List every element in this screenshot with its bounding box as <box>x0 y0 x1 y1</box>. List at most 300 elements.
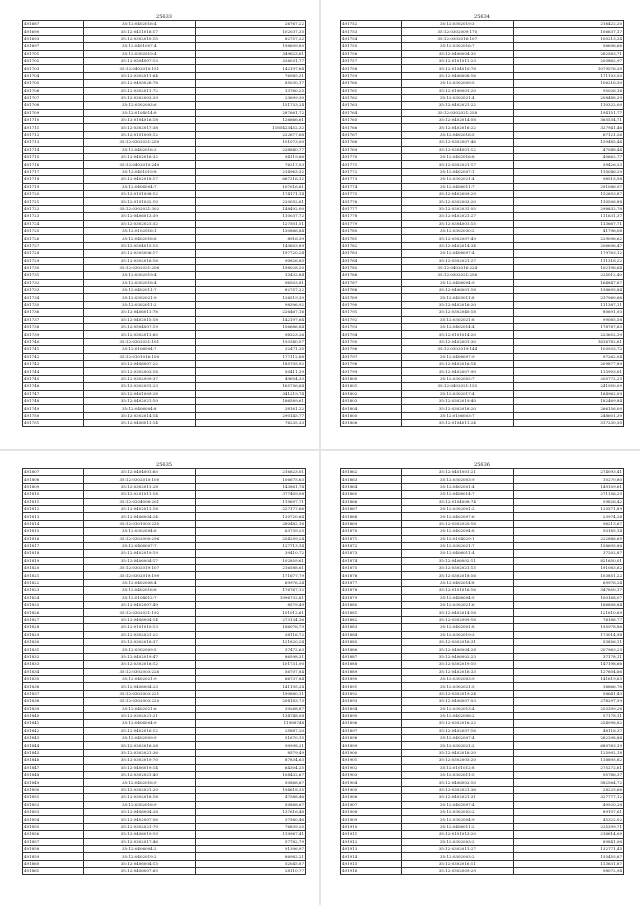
cadastral-number-cell: 35:12:0302016:31 <box>401 638 514 645</box>
row-number-cell: 491762 <box>341 94 402 101</box>
value-cell: 86982,21 <box>196 853 306 860</box>
cadastral-number-cell: 35:12:0302020:18 <box>401 520 514 527</box>
row-number-cell: 491871 <box>341 535 402 542</box>
value-cell: 142197,64 <box>196 65 306 72</box>
cadastral-number-cell: 35:12:0104029:1 <box>401 535 514 542</box>
cadastral-number-cell: 35:12:0302003:2 <box>401 853 514 860</box>
vertical-gutter <box>319 0 321 905</box>
cadastral-number-cell: 35:12:0302031:55 <box>401 205 514 212</box>
cadastral-number-cell: 35:12:0402021:155 <box>401 383 514 390</box>
row-number-cell: 491817 <box>23 542 84 549</box>
cadastral-number-cell: 35:12:0401007:4 <box>83 43 196 50</box>
value-cell: 132771,45 <box>514 845 624 852</box>
row-number-cell: 491876 <box>341 572 402 579</box>
cadastral-number-cell: 35:12:0406007:22 <box>83 360 196 367</box>
row-number-cell: 491769 <box>341 146 402 153</box>
value-cell: 37560,46 <box>196 816 306 823</box>
row-number-cell: 491752 <box>341 21 402 28</box>
table-row <box>341 161 624 168</box>
table-row <box>23 383 306 390</box>
value-cell: 205772,25 <box>514 375 624 382</box>
cadastral-number-cell: 35:12:0402021:27 <box>401 213 514 220</box>
cadastral-number-cell: 35:12:0302004:6 <box>83 528 196 535</box>
cadastral-number-cell: 35:12:0401001:21 <box>401 469 514 476</box>
table-row <box>341 801 624 808</box>
cadastral-number-cell: 35:12:0302040:18 <box>401 309 514 316</box>
value-cell: 226467,16 <box>196 309 306 316</box>
cadastral-number-cell: 35:12:0302009:37 <box>83 375 196 382</box>
row-number-cell: 491888 <box>341 661 402 668</box>
row-number-cell: 491724 <box>23 220 84 227</box>
value-cell: 365534,71 <box>514 117 624 124</box>
row-number-cell: 491867 <box>341 505 402 512</box>
table-row <box>341 294 624 301</box>
cadastral-number-cell: 35:12:0101014:20 <box>401 331 514 338</box>
cadastral-number-cell: 35:12:0302010:100 <box>83 476 196 483</box>
table-row <box>341 698 624 705</box>
table-row <box>23 390 306 397</box>
table-row <box>23 868 306 875</box>
value-cell: 16866,78 <box>514 683 624 690</box>
table-row <box>23 668 306 675</box>
cadastral-number-cell: 35:12:0302003:29 <box>83 94 196 101</box>
row-number-cell: 491910 <box>341 823 402 830</box>
table-row <box>23 646 306 653</box>
cadastral-number-cell: 35:12:0302021:192 <box>83 609 196 616</box>
row-number-cell: 491704 <box>23 72 84 79</box>
cadastral-number-cell: 35:12:0302013:4 <box>401 705 514 712</box>
table-row <box>341 520 624 527</box>
value-cell: 39268,87 <box>196 705 306 712</box>
table-row <box>341 190 624 197</box>
row-number-cell: 491895 <box>341 712 402 719</box>
cadastral-number-cell: 35:12:0302021:4 <box>401 176 514 183</box>
table-row <box>23 272 306 279</box>
value-cell: 326031,77 <box>196 57 306 64</box>
cadastral-number-cell: 35:12:0402010:151 <box>83 65 196 72</box>
cadastral-number-cell: 35:12:0302003:220 <box>83 698 196 705</box>
value-cell: 113631,87 <box>514 860 624 867</box>
row-number-cell: 491753 <box>341 28 402 35</box>
row-number-cell: 491795 <box>341 338 402 345</box>
row-number-cell: 491715 <box>23 154 84 161</box>
row-number-cell: 491830 <box>23 638 84 645</box>
value-cell: 134748,08 <box>196 712 306 719</box>
cadastral-number-cell: 35:12:0406007:9 <box>401 353 514 360</box>
row-number-cell: 491844 <box>23 742 84 749</box>
row-number-cell: 491869 <box>341 520 402 527</box>
table-row <box>341 764 624 771</box>
value-cell: 50868,67 <box>196 779 306 786</box>
cadastral-number-cell: 35:12:0302016:107 <box>401 35 514 42</box>
value-cell: 100213,24 <box>514 35 624 42</box>
row-number-cell: 491831 <box>23 646 84 653</box>
value-cell: 25887,20 <box>196 727 306 734</box>
value-cell: 38116,72 <box>196 631 306 638</box>
table-row <box>23 264 306 271</box>
value-cell: 1616782,61 <box>514 338 624 345</box>
row-number-cell: 491770 <box>341 154 402 161</box>
table-row <box>23 498 306 505</box>
cadastral-number-cell: 35:12:0302007:49 <box>401 235 514 242</box>
row-number-cell: 491878 <box>341 587 402 594</box>
cadastral-number-cell: 35:12:0402007:49 <box>83 602 196 609</box>
value-cell: 37202,87 <box>514 550 624 557</box>
cadastral-number-cell: 35:12:0302021:21 <box>83 712 196 719</box>
cadastral-number-cell: 35:12:0402007:16 <box>401 727 514 734</box>
value-cell: 102859,61 <box>196 557 306 564</box>
table-row <box>341 309 624 316</box>
value-cell: 110322,00 <box>514 102 624 109</box>
value-cell: 23699,30 <box>196 94 306 101</box>
table-row <box>341 287 624 294</box>
row-number-cell: 491809 <box>23 483 84 490</box>
cadastral-number-cell: 35:12:0402016:20 <box>401 749 514 756</box>
value-cell: 225399,71 <box>514 823 624 830</box>
value-cell: 69976,24 <box>514 579 624 586</box>
cadastral-number-cell: 35:12:0302004:9 <box>401 816 514 823</box>
cadastral-number-cell: 35:12:0402015:18 <box>83 316 196 323</box>
cadastral-number-cell: 35:12:0411016:17 <box>83 28 196 35</box>
cadastral-number-cell: 35:12:0302021:40 <box>83 772 196 779</box>
table-row <box>341 727 624 734</box>
table-row <box>341 868 624 875</box>
value-cell: 57178,11 <box>514 712 624 719</box>
row-number-cell: 491892 <box>341 690 402 697</box>
row-number-cell: 491900 <box>341 749 402 756</box>
value-cell: 198699,85 <box>196 43 306 50</box>
table-row <box>23 331 306 338</box>
cadastral-number-cell: 35:12:0406013:39 <box>83 213 196 220</box>
row-number-cell: 491879 <box>341 594 402 601</box>
value-cell: 39410,72 <box>196 550 306 557</box>
table-row <box>341 823 624 830</box>
table-row <box>23 594 306 601</box>
row-number-cell: 491707 <box>23 94 84 101</box>
table-row <box>23 198 306 205</box>
cadastral-number-cell: 35:12:0401019:8 <box>83 168 196 175</box>
cadastral-number-cell: 35:12:0302009:5 <box>83 646 196 653</box>
row-number-cell: 491849 <box>23 779 84 786</box>
table-row <box>23 190 306 197</box>
table-row <box>23 845 306 852</box>
table-row <box>23 161 306 168</box>
table-row <box>341 346 624 353</box>
row-number-cell: 491846 <box>23 757 84 764</box>
row-number-cell: 491827 <box>23 616 84 623</box>
value-cell: 155455,67 <box>514 853 624 860</box>
row-number-cell: 491759 <box>341 72 402 79</box>
cadastral-number-cell: 35:12:0406004:2 <box>83 845 196 852</box>
table-row <box>23 823 306 830</box>
row-number-cell: 491872 <box>341 542 402 549</box>
value-cell: 111318,22 <box>514 257 624 264</box>
table-row <box>23 683 306 690</box>
value-cell: 125992,18 <box>514 749 624 756</box>
row-number-cell: 491850 <box>23 786 84 793</box>
row-number-cell: 491864 <box>341 483 402 490</box>
row-number-cell: 491757 <box>341 57 402 64</box>
table-row <box>341 572 624 579</box>
table-row <box>23 491 306 498</box>
row-number-cell: 491775 <box>341 190 402 197</box>
value-cell: 111631,37 <box>514 213 624 220</box>
row-number-cell: 491721 <box>23 198 84 205</box>
table-row <box>23 309 306 316</box>
value-cell: 214963,32 <box>196 168 306 175</box>
cadastral-number-cell: 35:12:0302021:8 <box>401 316 514 323</box>
table-row <box>341 220 624 227</box>
value-cell: 254299,24 <box>196 535 306 542</box>
row-number-cell: 491763 <box>341 102 402 109</box>
table-row <box>341 124 624 131</box>
row-number-cell: 491794 <box>341 331 402 338</box>
row-number-cell: 491915 <box>341 860 402 867</box>
value-cell: 101012,61 <box>196 609 306 616</box>
row-number-cell: 491800 <box>341 375 402 382</box>
value-cell: 203862,97 <box>514 57 624 64</box>
table-row <box>23 624 306 631</box>
value-cell: 66737,84 <box>196 675 306 682</box>
table-row <box>23 279 306 286</box>
value-cell: 47588,46 <box>196 794 306 801</box>
row-number-cell: 491745 <box>23 375 84 382</box>
table-row <box>23 117 306 124</box>
value-cell: 76839,20 <box>196 823 306 830</box>
value-cell: 106637,17 <box>514 28 624 35</box>
cadastral-number-cell: 35:12:0302009:29 <box>401 868 514 875</box>
cadastral-number-cell: 35:12:0302019:10 <box>401 661 514 668</box>
row-number-cell: 491883 <box>341 624 402 631</box>
row-number-cell: 491761 <box>341 87 402 94</box>
row-number-cell: 491743 <box>23 360 84 367</box>
value-cell: 174171,14 <box>196 190 306 197</box>
row-number-cell: 491854 <box>23 816 84 823</box>
row-number-cell: 491829 <box>23 631 84 638</box>
cadastral-number-cell: 35:12:0302021:36 <box>83 749 196 756</box>
cadastral-number-cell: 35:12:0402021:9 <box>83 675 196 682</box>
value-cell: 237960,66 <box>514 294 624 301</box>
row-number-cell: 491824 <box>23 594 84 601</box>
value-cell: 1996732,61 <box>196 594 306 601</box>
cadastral-number-cell: 35:12:0101016:100 <box>83 353 196 360</box>
cadastral-number-cell: 35:12:0302016:22 <box>401 720 514 727</box>
table-row <box>341 831 624 838</box>
value-cell: 56707,84 <box>196 668 306 675</box>
row-number-cell: 491882 <box>341 616 402 623</box>
row-number-cell: 491717 <box>23 168 84 175</box>
cadastral-number-cell: 35:12:0302009:5 <box>401 80 514 87</box>
table-row <box>341 513 624 520</box>
row-number-cell: 491790 <box>341 301 402 308</box>
row-number-cell: 491902 <box>341 764 402 771</box>
value-cell: 141619,63 <box>514 675 624 682</box>
cadastral-number-cell: 35:12:0104008:74 <box>401 498 514 505</box>
table-row <box>23 57 306 64</box>
value-cell: 178787,63 <box>514 324 624 331</box>
cadastral-number-cell: 35:12:0402009:9 <box>83 735 196 742</box>
cadastral-number-cell: 35:12:0402021:31 <box>401 794 514 801</box>
table-row <box>341 375 624 382</box>
table-row <box>23 653 306 660</box>
row-number-cell: 491894 <box>341 705 402 712</box>
row-number-cell: 491764 <box>341 109 402 116</box>
table-row <box>23 220 306 227</box>
value-cell: 47048,44 <box>514 146 624 153</box>
table-row <box>23 638 306 645</box>
value-cell: 28110,77 <box>196 868 306 875</box>
table-row <box>23 375 306 382</box>
page-number: 25636 <box>474 462 490 468</box>
value-cell: 137616,48 <box>196 808 306 815</box>
cadastral-number-cell: 35:12:0101010:13 <box>83 624 196 631</box>
row-number-cell: 491803 <box>341 397 402 404</box>
cadastral-number-cell: 35:12:0402019:19 <box>83 550 196 557</box>
table-row <box>341 412 624 419</box>
table-row <box>341 420 624 427</box>
row-number-cell: 491719 <box>23 183 84 190</box>
row-number-cell: 491716 <box>23 161 84 168</box>
value-cell: 49654,33 <box>196 375 306 382</box>
row-number-cell: 491746 <box>23 383 84 390</box>
value-cell: 121610,69 <box>514 609 624 616</box>
row-number-cell: 491836 <box>23 683 84 690</box>
row-number-cell: 491702 <box>23 57 84 64</box>
row-number-cell: 491870 <box>341 528 402 535</box>
value-cell: 179763,12 <box>514 250 624 257</box>
cadastral-number-cell: 35:12:0302011:2 <box>83 301 196 308</box>
value-cell: 23974,26 <box>514 513 624 520</box>
row-number-cell: 491712 <box>23 131 84 138</box>
cadastral-number-cell: 35:12:0302021:7 <box>401 542 514 549</box>
value-cell: 680763,19 <box>514 742 624 749</box>
row-number-cell: 491785 <box>341 264 402 271</box>
value-cell: 159485,44 <box>514 139 624 146</box>
value-cell: 120571,89 <box>514 505 624 512</box>
row-number-cell: 491744 <box>23 368 84 375</box>
cadastral-number-cell: 35:12:0406001:18 <box>401 287 514 294</box>
cadastral-number-cell: 35:12:0302014:14 <box>83 412 196 419</box>
value-cell: 253399,26 <box>514 705 624 712</box>
row-number-cell: 491755 <box>341 43 402 50</box>
cadastral-number-cell: 35:12:0402019:47 <box>83 653 196 660</box>
table-row <box>341 139 624 146</box>
table-row <box>341 316 624 323</box>
table-row <box>23 368 306 375</box>
value-cell: 287661,72 <box>196 109 306 116</box>
table-row <box>23 557 306 564</box>
row-number-cell: 491905 <box>341 786 402 793</box>
cadastral-number-cell: 35:12:0402007:4 <box>401 801 514 808</box>
row-number-cell: 491705 <box>23 80 84 87</box>
value-cell: 106686,84 <box>196 324 306 331</box>
table-row <box>341 131 624 138</box>
table-row <box>341 735 624 742</box>
cadastral-number-cell: 35:12:0402006:2 <box>401 712 514 719</box>
table-row <box>23 616 306 623</box>
cadastral-number-cell: 35:12:0302010:15 <box>83 35 196 42</box>
cadastral-number-cell: 35:12:0406002:10 <box>401 779 514 786</box>
value-cell: 149109,61 <box>514 483 624 490</box>
table-row <box>23 353 306 360</box>
table-row <box>23 412 306 419</box>
value-cell: 58641,43 <box>514 690 624 697</box>
value-cell: 148492,00 <box>196 205 306 212</box>
value-cell: 76235,33 <box>196 420 306 427</box>
row-number-cell: 491835 <box>23 675 84 682</box>
value-cell: 106216,30 <box>514 80 624 87</box>
table-row <box>341 505 624 512</box>
row-number-cell: 491732 <box>23 279 84 286</box>
value-cell: 173014,98 <box>514 631 624 638</box>
cadastral-number-cell: 35:12:0106003:7 <box>401 412 514 419</box>
row-number-cell: 491865 <box>341 491 402 498</box>
value-cell: 103851,22 <box>514 572 624 579</box>
value-cell: 85030,17 <box>196 80 306 87</box>
value-cell: 101073,00 <box>196 139 306 146</box>
cadastral-number-cell: 35:12:0302021:36 <box>401 786 514 793</box>
row-number-cell: 491834 <box>23 668 84 675</box>
row-number-cell: 491884 <box>341 631 402 638</box>
table-row <box>23 838 306 845</box>
table-row <box>23 735 306 742</box>
table-row <box>23 505 306 512</box>
table-row <box>341 28 624 35</box>
value-cell: 97262,04 <box>514 353 624 360</box>
table-row <box>23 698 306 705</box>
value-cell: 37178,11 <box>514 653 624 660</box>
cadastral-number-cell: 35:12:0402014:58 <box>401 117 514 124</box>
table-row <box>23 227 306 234</box>
row-number-cell: 491714 <box>23 146 84 153</box>
table-row <box>23 28 306 35</box>
value-cell: 152653,87 <box>514 190 624 197</box>
parcel-table <box>340 468 624 875</box>
value-cell: 39426,33 <box>514 161 624 168</box>
table-row <box>23 154 306 161</box>
table-row <box>341 154 624 161</box>
cadastral-number-cell: 35:12:0402001:8 <box>401 624 514 631</box>
cadastral-number-cell: 35:12:0402010:240 <box>83 161 196 168</box>
cadastral-number-cell: 35:12:0406004:9 <box>83 720 196 727</box>
cadastral-number-cell: 35:12:0402016:6 <box>83 587 196 594</box>
value-cell: 164847,67 <box>514 279 624 286</box>
row-number-cell: 491857 <box>23 838 84 845</box>
value-cell: 100168,07 <box>514 594 624 601</box>
row-number-cell: 491703 <box>23 65 84 72</box>
table-row <box>341 50 624 57</box>
table-row <box>341 757 624 764</box>
row-number-cell: 491777 <box>341 205 402 212</box>
table-row <box>341 168 624 175</box>
table-row <box>341 183 624 190</box>
value-cell: 141195,24 <box>196 683 306 690</box>
row-number-cell: 491788 <box>341 287 402 294</box>
value-cell: 197720,24 <box>196 250 306 257</box>
table-row <box>23 727 306 734</box>
table-row <box>23 705 306 712</box>
value-cell: 110037,72 <box>196 213 306 220</box>
table-row <box>23 528 306 535</box>
row-number-cell: 491709 <box>23 109 84 116</box>
table-row <box>23 287 306 294</box>
table-row <box>23 146 306 153</box>
value-cell: 45662,77 <box>514 154 624 161</box>
table-row <box>341 35 624 42</box>
cadastral-number-cell: 35:12:0302003:18 <box>83 368 196 375</box>
row-number-cell: 491916 <box>341 868 402 875</box>
row-number-cell: 491729 <box>23 257 84 264</box>
